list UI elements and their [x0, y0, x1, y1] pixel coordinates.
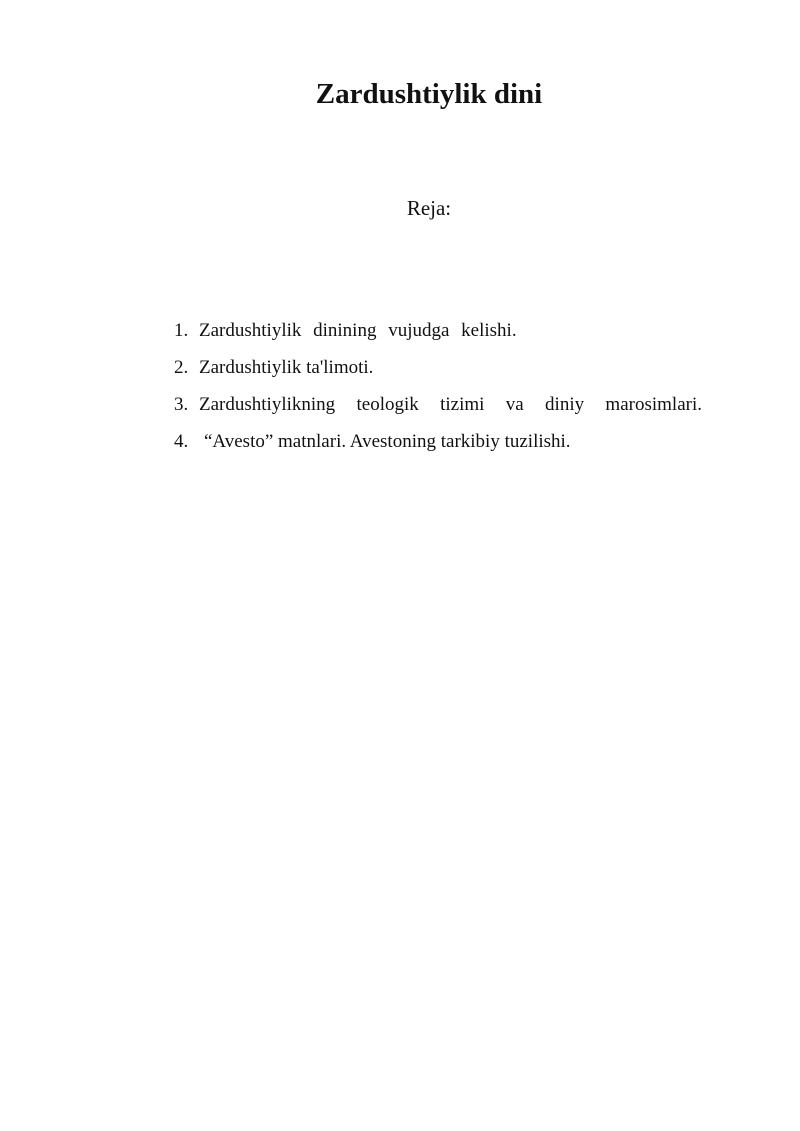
plan-item — [174, 392, 702, 417]
plan-item-number: 4. — [174, 431, 189, 452]
plan-item-number: 3. — [174, 394, 189, 415]
plan-list — [174, 318, 702, 466]
plan-item-text: “Avesto” matnlari. Avestoning tarkibiy tuzilishi. — [204, 431, 571, 452]
plan-item — [174, 318, 702, 343]
plan-item-number: 1. — [174, 320, 189, 341]
plan-item-text: Zardushtiylikning teologik tizimi va diniy marosimlari. — [199, 394, 702, 415]
plan-item — [174, 429, 702, 454]
plan-heading: Reja: — [406, 196, 452, 220]
document-title: Zardushtiylik dini — [315, 78, 543, 110]
plan-item — [174, 355, 702, 380]
plan-item-number: 2. — [174, 357, 189, 378]
plan-item-text: Zardushtiylik dinining vujudga kelishi. — [199, 320, 517, 341]
plan-item-text: Zardushtiylik ta'limoti. — [199, 357, 374, 378]
